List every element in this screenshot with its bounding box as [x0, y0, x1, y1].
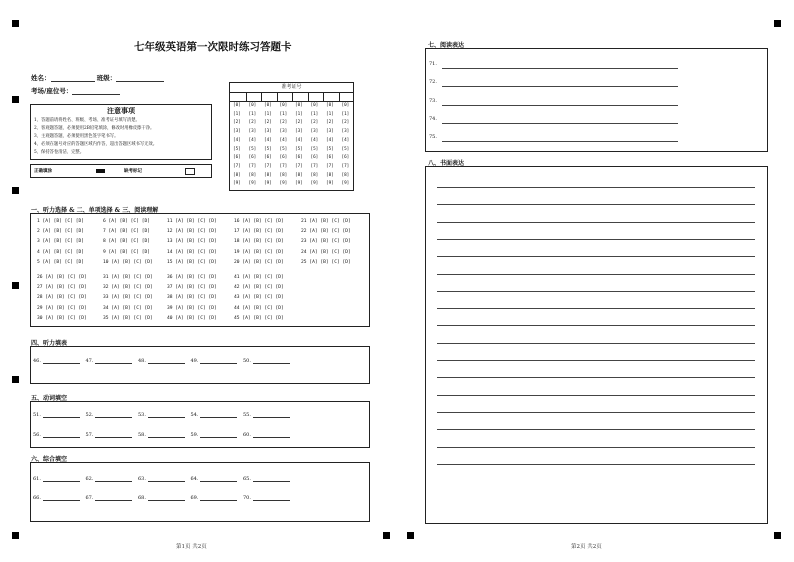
blank-field[interactable]: 48. — [138, 358, 185, 364]
digit-bubble[interactable]: [0] — [248, 103, 257, 108]
digit-bubble[interactable]: [9] — [341, 181, 350, 187]
blank-field[interactable]: 51. — [33, 412, 80, 418]
grid-divider — [246, 92, 247, 101]
notice-title: 注意事项 — [107, 106, 135, 115]
writing-line[interactable] — [437, 447, 755, 448]
choice-row[interactable]: 14 [A] [B] [C] [D] — [167, 249, 217, 255]
digit-bubble[interactable]: [2] — [233, 120, 241, 126]
blank-field[interactable]: 49. — [191, 358, 238, 364]
digit-bubble[interactable]: [8] — [326, 172, 334, 178]
digit-bubble[interactable]: [8] — [279, 172, 288, 178]
digit-bubble[interactable]: [6] — [326, 155, 334, 161]
digit-bubble[interactable]: [2] — [279, 120, 288, 126]
grid-divider — [339, 92, 340, 101]
digit-bubble[interactable]: [8] — [248, 172, 257, 178]
digit-bubble[interactable]: [4] — [279, 137, 288, 143]
choice-row[interactable]: 13 [A] [B] [C] [D] — [167, 239, 217, 245]
digit-bubble[interactable]: [4] — [341, 137, 350, 143]
digit-bubble[interactable]: [4] — [295, 137, 303, 143]
choice-row[interactable]: 43 [A] [B] [C] [D] — [234, 295, 284, 301]
notice-line: 1、答题前请将姓名、班级、考场、准考证号填写清楚。 — [34, 118, 140, 123]
digit-bubble[interactable]: [1] — [326, 111, 334, 117]
digit-bubble[interactable]: [1] — [295, 111, 303, 117]
blank-field[interactable]: 65. — [243, 476, 290, 482]
fill-legend — [30, 164, 212, 178]
choice-row[interactable]: 33 [A] [B] [C] [D] — [103, 295, 153, 301]
digit-bubble[interactable]: [5] — [248, 146, 257, 152]
digit-bubble[interactable]: [8] — [233, 172, 241, 178]
digit-bubble[interactable]: [9] — [326, 181, 334, 187]
digit-bubble[interactable]: [0] — [310, 103, 319, 108]
section7-title: 七、阅读表达 — [428, 42, 465, 49]
blank-field[interactable]: 63. — [138, 476, 185, 482]
digit-bubble[interactable]: [3] — [233, 129, 241, 135]
blank-field[interactable]: 58. — [138, 432, 185, 438]
digit-bubble[interactable]: [9] — [233, 181, 241, 187]
digit-bubble[interactable]: [2] — [310, 120, 319, 126]
choice-row[interactable]: 26 [A] [B] [C] [D] — [37, 275, 87, 280]
digit-bubble[interactable]: [0] — [279, 103, 288, 108]
digit-bubble[interactable]: [0] — [326, 103, 334, 108]
blank-field[interactable]: 50. — [243, 358, 290, 364]
grid-divider — [308, 92, 309, 101]
page-footer-right: 第2页 共2页 — [571, 544, 602, 550]
digit-bubble[interactable]: [0] — [264, 103, 272, 108]
blank-field[interactable]: 69. — [191, 495, 238, 501]
writing-line[interactable] — [437, 187, 755, 188]
absent-label: 缺考标记 — [124, 169, 142, 174]
digit-bubble[interactable]: [6] — [295, 155, 303, 161]
digit-bubble[interactable]: [3] — [295, 129, 303, 135]
digit-bubble[interactable]: [8] — [341, 172, 350, 178]
digit-bubble[interactable]: [1] — [264, 111, 272, 117]
digit-bubble[interactable]: [4] — [233, 137, 241, 143]
digit-bubble[interactable]: [1] — [310, 111, 319, 117]
choice-row[interactable]: 32 [A] [B] [C] [D] — [103, 285, 153, 291]
blank-field[interactable]: 53. — [138, 412, 185, 418]
digit-bubble[interactable]: [4] — [264, 137, 272, 143]
writing-line[interactable] — [437, 377, 755, 378]
choice-row[interactable]: 27 [A] [B] [C] [D] — [37, 285, 87, 291]
digit-bubble[interactable]: [4] — [248, 137, 257, 143]
digit-bubble[interactable]: [6] — [310, 155, 319, 161]
digit-bubble[interactable]: [1] — [233, 111, 241, 117]
choice-row[interactable]: 42 [A] [B] [C] [D] — [234, 285, 284, 291]
digit-bubble[interactable]: [8] — [310, 172, 319, 178]
answer-line[interactable] — [442, 141, 678, 142]
digit-bubble[interactable]: [9] — [279, 181, 288, 187]
section6-title: 六、综合填空 — [31, 456, 68, 463]
choice-row[interactable]: 24 [A] [B] [C] [D] — [301, 249, 351, 255]
answer-number: 75. — [429, 134, 437, 141]
grid-divider — [292, 92, 293, 101]
blank-field[interactable]: 67. — [86, 495, 133, 501]
grid-divider — [261, 92, 262, 101]
digit-bubble[interactable]: [9] — [264, 181, 272, 187]
digit-bubble[interactable]: [5] — [326, 146, 334, 152]
notice-line: 5、保持答卷清洁、完整。 — [34, 150, 84, 155]
writing-line[interactable] — [437, 429, 755, 430]
digit-bubble[interactable]: [5] — [233, 146, 241, 152]
choice-row[interactable]: 2 [A] [B] [C] [D] — [37, 229, 85, 235]
digit-bubble[interactable]: [3] — [341, 129, 350, 135]
writing-line[interactable] — [437, 325, 755, 326]
choice-row[interactable]: 7 [A] [B] [C] [D] — [103, 229, 151, 235]
writing-line[interactable] — [437, 239, 755, 240]
choice-row[interactable]: 4 [A] [B] [C] [D] — [37, 249, 85, 255]
digit-bubble[interactable]: [3] — [264, 129, 272, 135]
section5-box — [30, 401, 370, 448]
digit-bubble[interactable]: [1] — [341, 111, 350, 117]
choice-row[interactable]: 45 [A] [B] [C] [D] — [234, 315, 284, 321]
choice-row[interactable]: 21 [A] [B] [C] [D] — [301, 219, 351, 224]
section4-title: 四、听力填表 — [31, 340, 68, 347]
blank-field[interactable]: 60. — [243, 432, 290, 438]
digit-bubble[interactable]: [6] — [279, 155, 288, 161]
choice-row[interactable]: 15 [A] [B] [C] [D] — [167, 259, 217, 265]
registration-mark — [12, 376, 19, 383]
correct-fill-label: 正确填涂 — [34, 169, 52, 174]
blank-field[interactable]: 55. — [243, 412, 290, 418]
objective-answer-box — [30, 213, 370, 327]
choice-row[interactable]: 38 [A] [B] [C] [D] — [167, 295, 217, 301]
blank-field[interactable]: 61. — [33, 476, 80, 482]
blank-field[interactable]: 70. — [243, 495, 290, 501]
digit-bubble[interactable]: [7] — [279, 163, 288, 169]
choice-row[interactable]: 35 [A] [B] [C] [D] — [103, 315, 153, 321]
answer-line[interactable] — [442, 123, 678, 124]
grid-divider — [277, 92, 278, 101]
choice-row[interactable]: 19 [A] [B] [C] [D] — [234, 249, 284, 255]
writing-line[interactable] — [437, 204, 755, 205]
writing-line[interactable] — [437, 343, 755, 344]
digit-bubble[interactable]: [7] — [341, 163, 350, 169]
digit-bubble[interactable]: [2] — [341, 120, 350, 126]
choice-row[interactable]: 39 [A] [B] [C] [D] — [167, 305, 217, 311]
choice-row[interactable]: 3 [A] [B] [C] [D] — [37, 239, 85, 245]
digit-bubble[interactable]: [5] — [310, 146, 319, 152]
grid-divider — [323, 92, 324, 101]
choice-row[interactable]: 37 [A] [B] [C] [D] — [167, 285, 217, 291]
section4-box — [30, 346, 370, 384]
choice-row[interactable]: 25 [A] [B] [C] [D] — [301, 259, 351, 265]
section8-box — [425, 166, 768, 524]
section6-box — [30, 462, 370, 522]
blank-field[interactable]: 57. — [86, 432, 133, 438]
digit-bubble[interactable]: [7] — [326, 163, 334, 169]
choice-row[interactable]: 41 [A] [B] [C] [D] — [234, 275, 284, 280]
blank-field[interactable]: 52. — [86, 412, 133, 418]
section7-box — [425, 48, 768, 152]
digit-bubble[interactable]: [0] — [233, 103, 241, 108]
blank-field[interactable]: 62. — [86, 476, 133, 482]
digit-bubble[interactable]: [5] — [264, 146, 272, 152]
section8-title: 八、书面表达 — [428, 160, 465, 167]
registration-mark — [12, 532, 19, 539]
registration-mark — [12, 187, 19, 194]
registration-mark — [12, 96, 19, 103]
correct-fill-sample — [96, 169, 105, 173]
blank-field[interactable]: 47. — [86, 358, 133, 364]
digit-bubble[interactable]: [3] — [326, 129, 334, 135]
notice-line: 3、主观题答题，必须使用黑色签字笔书写。 — [34, 134, 119, 139]
digit-bubble[interactable]: [3] — [310, 129, 319, 135]
registration-mark — [12, 20, 19, 27]
digit-bubble[interactable]: [1] — [279, 111, 288, 117]
digit-bubble[interactable]: [4] — [326, 137, 334, 143]
digit-bubble[interactable]: [7] — [233, 163, 241, 169]
digit-bubble[interactable]: [5] — [295, 146, 303, 152]
digit-bubble[interactable]: [2] — [248, 120, 257, 126]
blank-field[interactable]: 64. — [191, 476, 238, 482]
registration-mark — [383, 532, 390, 539]
choice-row[interactable]: 36 [A] [B] [C] [D] — [167, 275, 217, 280]
registration-mark — [407, 532, 414, 539]
name-label: 姓名： — [31, 74, 51, 82]
answer-number: 72. — [429, 79, 437, 86]
exam-number-grid — [229, 82, 354, 191]
choice-row[interactable]: 18 [A] [B] [C] [D] — [234, 239, 284, 245]
choice-row[interactable]: 5 [A] [B] [C] [D] — [37, 259, 85, 265]
blank-field[interactable]: 54. — [191, 412, 238, 418]
digit-bubble[interactable]: [7] — [264, 163, 272, 169]
writing-line[interactable] — [437, 291, 755, 292]
digit-bubble[interactable]: [5] — [341, 146, 350, 152]
blank-field[interactable]: 56. — [33, 432, 80, 438]
answer-line[interactable] — [442, 105, 678, 106]
digit-bubble[interactable]: [2] — [264, 120, 272, 126]
digit-bubble[interactable]: [0] — [295, 103, 303, 108]
choice-row[interactable]: 17 [A] [B] [C] [D] — [234, 229, 284, 235]
writing-line[interactable] — [437, 256, 755, 257]
blank-field[interactable]: 46. — [33, 358, 80, 364]
answer-number: 74. — [429, 115, 437, 122]
choice-row[interactable]: 30 [A] [B] [C] [D] — [37, 315, 87, 321]
notice-line: 2、客观题答题，必须使用2B铅笔填涂，修改时用橡皮擦干净。 — [34, 126, 155, 131]
digit-bubble[interactable]: [6] — [341, 155, 350, 161]
page-footer-left: 第1页 共2页 — [176, 544, 207, 550]
choice-row[interactable]: 29 [A] [B] [C] [D] — [37, 305, 87, 311]
answer-number: 71. — [429, 61, 437, 67]
notice-box — [30, 104, 212, 160]
digit-bubble[interactable]: [0] — [341, 103, 350, 108]
writing-line[interactable] — [437, 360, 755, 361]
choice-row[interactable]: 44 [A] [B] [C] [D] — [234, 305, 284, 311]
digit-bubble[interactable]: [9] — [310, 181, 319, 187]
digit-bubble[interactable]: [3] — [248, 129, 257, 135]
digit-bubble[interactable]: [1] — [248, 111, 257, 117]
notice-line: 4、必须在题号对应的答题区域内作答，超出答题区域书写无效。 — [34, 142, 158, 147]
digit-bubble[interactable]: [8] — [264, 172, 272, 178]
digit-bubble[interactable]: [3] — [279, 129, 288, 135]
page-title: 七年级英语第一次限时练习答题卡 — [134, 41, 292, 53]
digit-bubble[interactable]: [7] — [248, 163, 257, 169]
writing-line[interactable] — [437, 274, 755, 275]
choice-row[interactable]: 40 [A] [B] [C] [D] — [167, 315, 217, 321]
blank-field[interactable]: 59. — [191, 432, 238, 438]
choice-row[interactable]: 20 [A] [B] [C] [D] — [234, 259, 284, 265]
choice-row[interactable]: 6 [A] [B] [C] [D] — [103, 219, 151, 224]
class-label: 班级： — [96, 74, 117, 82]
writing-line[interactable] — [437, 395, 755, 396]
digit-bubble[interactable]: [9] — [248, 181, 257, 187]
registration-mark — [774, 20, 781, 27]
digit-bubble[interactable]: [7] — [295, 163, 303, 169]
choice-row[interactable]: 31 [A] [B] [C] [D] — [103, 275, 153, 280]
choice-row[interactable]: 23 [A] [B] [C] [D] — [301, 239, 351, 245]
digit-bubble[interactable]: [8] — [295, 172, 303, 178]
digit-bubble[interactable]: [6] — [233, 155, 241, 161]
answer-number: 73. — [429, 97, 437, 104]
registration-mark — [774, 532, 781, 539]
choice-row[interactable]: 34 [A] [B] [C] [D] — [103, 305, 153, 311]
digit-bubble[interactable]: [2] — [295, 120, 303, 126]
exam-number-title: 准考证号 — [230, 83, 353, 93]
registration-mark — [12, 282, 19, 289]
digit-bubble[interactable]: [6] — [264, 155, 272, 161]
choice-row[interactable]: 16 [A] [B] [C] [D] — [234, 219, 284, 224]
room-label: 考场/座位号： — [31, 87, 73, 95]
digit-bubble[interactable]: [7] — [310, 163, 319, 169]
choice-row[interactable]: 28 [A] [B] [C] [D] — [37, 295, 87, 301]
choice-row[interactable]: 9 [A] [B] [C] [D] — [103, 249, 151, 255]
section5-title: 五、动词填空 — [31, 395, 68, 402]
blank-field[interactable]: 68. — [138, 495, 185, 501]
digit-bubble[interactable]: [2] — [326, 120, 334, 126]
choice-row[interactable]: 1 [A] [B] [C] [D] — [37, 219, 85, 224]
room-field[interactable] — [31, 86, 120, 95]
choice-row[interactable]: 8 [A] [B] [C] [D] — [103, 239, 151, 245]
section-objective-title: 一、听力选择 & 二、单项选择 & 三、阅读理解 — [31, 207, 159, 214]
writing-line[interactable] — [437, 222, 755, 223]
digit-bubble[interactable]: [4] — [310, 137, 319, 143]
name-field[interactable] — [31, 73, 164, 82]
digit-bubble[interactable]: [6] — [248, 155, 257, 161]
writing-line[interactable] — [437, 308, 755, 309]
answer-line[interactable] — [442, 86, 678, 87]
absent-checkbox[interactable] — [185, 168, 195, 175]
choice-row[interactable]: 11 [A] [B] [C] [D] — [167, 219, 217, 224]
choice-row[interactable]: 10 [A] [B] [C] [D] — [103, 259, 153, 265]
choice-row[interactable]: 22 [A] [B] [C] [D] — [301, 229, 351, 235]
digit-bubble[interactable]: [9] — [295, 181, 303, 187]
writing-line[interactable] — [437, 464, 755, 465]
answer-line[interactable] — [442, 68, 678, 69]
blank-field[interactable]: 66. — [33, 495, 80, 501]
choice-row[interactable]: 12 [A] [B] [C] [D] — [167, 229, 217, 235]
writing-line[interactable] — [437, 412, 755, 413]
digit-bubble[interactable]: [5] — [279, 146, 288, 152]
